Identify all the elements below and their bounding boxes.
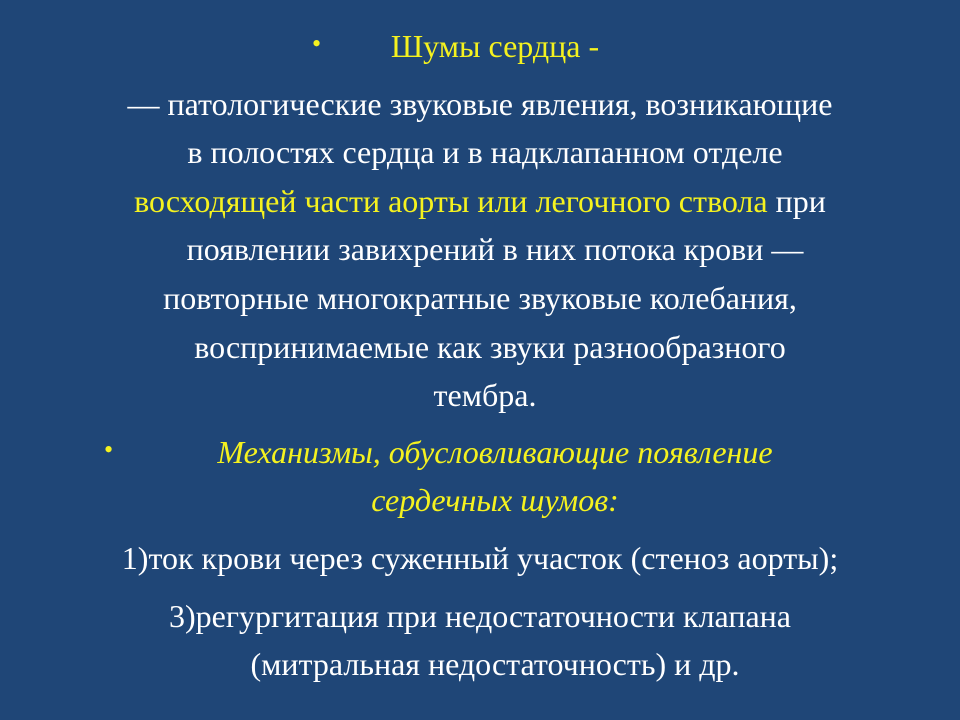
mechanism-item-3-line-1: 3)регургитация при недостаточности клапана — [169, 598, 791, 634]
definition-line-5: повторные многократные звуковые колебания, — [163, 280, 797, 316]
definition-line-1: — патологические звуковые явления, возникающие — [127, 86, 833, 122]
definition-line-3-rest: при — [767, 183, 826, 219]
mechanisms-heading-line-1: Механизмы, обусловливающие появление — [217, 434, 773, 470]
bullet-marker: • — [312, 29, 322, 58]
definition-line-2: в полостях сердца и в надклапанном отделе — [187, 134, 783, 170]
definition-line-3 — [0, 181, 960, 221]
definition-line-4: появлении завихрений в них потока крови — — [186, 231, 804, 267]
bullet-marker-2: • — [104, 435, 114, 464]
definition-line-6: воспринимаемые как звуки разнообразного — [194, 329, 786, 365]
definition-line-7: тембра. — [433, 377, 537, 413]
mechanism-item-1: 1)ток крови через суженный участок (стеноз аорты); — [121, 540, 839, 576]
mechanisms-heading-line-2: сердечных шумов: — [371, 482, 619, 518]
mechanism-item-3-line-2: (митральная недостаточность) и др. — [250, 646, 740, 682]
heading-heart-murmurs: Шумы сердца - — [390, 28, 600, 64]
definition-highlight: восходящей части аорты или легочного ствола — [134, 183, 768, 219]
